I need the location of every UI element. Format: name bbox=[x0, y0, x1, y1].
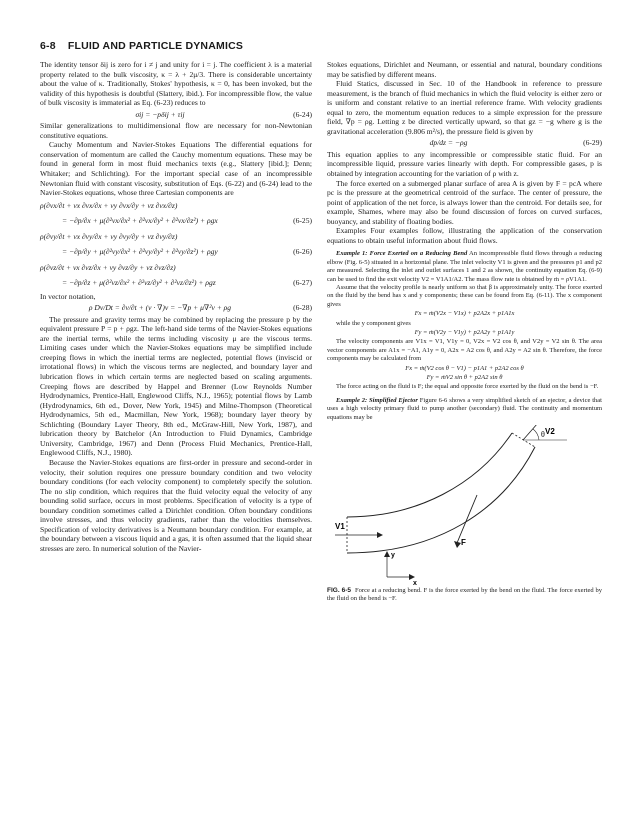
figure-caption: FIG. 6-5 Force at a reducing bend. F is the force exerted by the bend on the fluid. The force exerted by the fluid on the bend is −F. bbox=[327, 587, 602, 603]
equation-6-28: ρ Dv/Dt = ∂v/∂t + (v · ∇)v = −∇p + μ∇²v + ρg (6-28) bbox=[88, 303, 312, 313]
example-2-heading: Example 2: Simplified Ejector bbox=[336, 396, 418, 404]
page-number: 6-8 bbox=[40, 40, 56, 52]
label-v1: V1 bbox=[335, 522, 345, 532]
equation: Fy = ṁV2 sin θ + p2A2 sin θ bbox=[426, 374, 503, 382]
paragraph-navier-stokes: Cauchy Momentum and Navier-Stokes Equations The differential equations for conservation of momentum are called the Cauchy momentum equations. These may be found in general form in most fluid mechanics texts (e.g., Slattery [ibid.]; Denn; Whitaker; and Schlichting). For the important special case of an incompressible Newtonian fluid with constant viscosity, substitution of Eqs. (6-22) and (6-24) lead to the Navier-Stokes equations, whose three Cartesian components are bbox=[40, 140, 312, 198]
equation-6-27: ρ(∂vz/∂t + vx ∂vz/∂x + vy ∂vz/∂y + vz ∂vz/∂z) = −∂p/∂z + μ(∂²vz/∂x² + ∂²vz/∂y² + ∂²vz/∂z²) + ρgz (6-27) bbox=[40, 263, 312, 288]
running-header bbox=[40, 40, 252, 52]
y-axis-arrowhead bbox=[384, 551, 390, 557]
v1-arrowhead bbox=[377, 532, 383, 538]
figure-6-5 bbox=[327, 425, 602, 585]
paragraph: Similar generalizations to multidimensional flow are necessary for non-Newtonian constitutive equations. bbox=[40, 121, 312, 140]
equation-6-25: ρ(∂vx/∂t + vx ∂vx/∂x + vy ∂vx/∂y + vz ∂vx/∂z) = −∂p/∂x + μ(∂²vx/∂x² + ∂²vx/∂y² + ∂²vx/∂z²) + ρgx (6-25) bbox=[40, 201, 312, 226]
running-title: FLUID AND PARTICLE DYNAMICS bbox=[67, 40, 244, 52]
label-y: y bbox=[391, 552, 395, 560]
paragraph: This equation applies to any incompressible or compressible static fluid. For an incompressible liquid, pressure varies linearly with depth. For compressible gases, p is obtained by integration accounting for the variation of ρ with z. bbox=[327, 149, 602, 179]
bend-outer-wall bbox=[347, 433, 512, 517]
example-1-heading: Example 1: Force Exerted on a Reducing Bend bbox=[336, 250, 468, 258]
paragraph: The force exerted on a submerged planar surface of area A is given by F = pcA where pc is the pressure at the geometrical centroid of the surface. The center of pressure, the point of application of the net force, is always lower than the centroid. For details see, for example, Shames, where may also be found discussion of forces on curved surfaces, buoyancy, and stability of floating bodies. bbox=[327, 178, 602, 226]
force-arrowhead bbox=[454, 541, 461, 548]
equation: Fy = ṁ(V2y − V1y) + p2A2y + p1A1y bbox=[414, 329, 515, 337]
example-1: Example 1: Force Exerted on a Reducing Bend An incompressible fluid flows through a reducing elbow (Fig. 6-5) situated in a horizontal plane. The inlet velocity V1 is given and the pressures p1 and p2 are measured. Selecting the inlet and outlet surfaces 1 and 2 as shown, the continuity equation Eq. (6-9) can be used to find the exit velocity V2 = V1A1/A2. The mass flow rate is obtained by ṁ = ρV1A1. Assume that the velocity profile is nearly uniform so that β is approximately unity. The force exerted on the fluid by the bend has x and y components; these can be found from Eq. (6-11). The x component gives Fx = ṁ(V2x − V1x) + p2A2x + p1A1x while the y component gives Fy = ṁ(V2y − V1y) + p2A2y + p1A1y The velocity components are V1x = V1, V1y = 0, V2x = V2 cos θ, and V2y = V2 sin θ. The area vector components are A1x = −A1, A1y = 0, A2x = A2 cos θ, and A2y = A2 sin θ. Therefore, the force components may be calculated from Fx = ṁ(V2 cos θ − V1) − p1A1 + p2A2 cos θ Fy = ṁV2 sin θ + p2A2 sin θ The force acting on the fluid is F; the equal and opposite force exerted by the fluid on the bend is −F. bbox=[327, 250, 602, 391]
force-arrow bbox=[457, 495, 477, 543]
paragraph: The pressure and gravity terms may be combined by replacing the pressure p by the equivalent pressure P = p + ρgz. The left-hand side terms of the Navier-Stokes equations are the inertial terms, while the terms including viscosity μ are the viscous terms. Limiting cases under which the Navier-Stokes equations may be simplified include creeping flows in which the inertial terms are neglected, potential flows (inviscid or irrotational flows) in which the viscous terms are neglected, and boundary layer and lubrication flows in which certain terms are neglected based on scaling arguments. Creeping flows are described by Happel and Brenner (Low Reynolds Number Hydrodynamics, Prentice-Hall, Englewood Cliffs, N.J., 1965); potential flows by Lamb (Hydrodynamics, 6th ed., Dover, New York, 1945) and Milne-Thompson (Theoretical Hydrodynamics, 5th ed., Macmillan, New York, 1968); boundary layer theory by Schlichting (Boundary Layer Theory, 8th ed., McGraw-Hill, New York, 1987), and lubrication theory by Batchelor (An Introduction to Fluid Dynamics, Cambridge University, Cambridge, 1967) and Denn (Process Fluid Mechanics, Prentice-Hall, Englewood Cliffs, N.J., 1980). bbox=[40, 314, 312, 458]
reducing-bend-diagram bbox=[327, 425, 602, 585]
equation-6-29: dp/dz = −ρg (6-29) bbox=[429, 138, 602, 148]
paragraph-fluid-statics: Fluid Statics, discussed in Sec. 10 of the Handbook in reference to pressure measurement, is the branch of fluid mechanics in which the fluid velocity is either zero or is uniform and constant relative to an inertial reference frame. With velocity gradients equal to zero, the momentum equation reduces to a simple expression for the pressure field, ∇p = ρg. Letting z be directed vertically upward, so that gz = −g where g is the gravitational acceleration (9.806 m²/s), the pressure field is given by bbox=[327, 79, 602, 136]
label-theta: θ bbox=[541, 430, 545, 440]
label-v2: V2 bbox=[545, 427, 555, 437]
paragraph: Because the Navier-Stokes equations are first-order in pressure and second-order in velocity, their solution requires one pressure boundary condition and two velocity boundary conditions (for each velocity component) to completely specify the solution. The no slip condition, which requires that the fluid velocity equal the velocity of any bounding solid surface, occurs in most problems. Specification of velocity is a type of boundary condition sometimes called a Dirichlet condition. Often boundary conditions involve stresses, and thus velocity gradients, rather than the velocities themselves. Specification of velocity derivatives is a Neumann boundary condition. For example, at the boundary between a viscous liquid and a gas, it is often assumed that the liquid shear stresses are zero. In numerical solution of the Navier- bbox=[40, 457, 312, 553]
label-x: x bbox=[413, 580, 417, 586]
theta-arc bbox=[533, 429, 539, 440]
bend-inner-wall bbox=[347, 447, 535, 553]
paragraph: The identity tensor δij is zero for i ≠ j and unity for i = j. The coefficient λ is a material property related to the bulk viscosity, κ = λ + 2μ/3. There is considerable uncertainty about the value of κ. Traditionally, Stokes' hypothesis, κ = 0, has been invoked, but the validity of this hypothesis is doubtful (Slattery, ibid.). For incompressible flow, the value of bulk viscosity is immaterial as Eq. (6-23) reduces to bbox=[40, 60, 312, 108]
example-2: Example 2: Simplified Ejector Figure 6-6 shows a very simplified sketch of an ejector, a device that uses a high velocity primary fluid to pump another (secondary) fluid. The continuity and momentum equations may be bbox=[327, 396, 602, 421]
paragraph: In vector notation, bbox=[40, 291, 96, 301]
left-column bbox=[40, 60, 312, 553]
paragraph: Stokes equations, Dirichlet and Neumann, or essential and natural, boundary conditions may be satisfied by different means. bbox=[327, 60, 602, 79]
equation: Fx = ṁ(V2x − V1x) + p2A2x + p1A1x bbox=[414, 310, 515, 318]
label-force: F bbox=[461, 538, 466, 548]
equation-6-24: σij = −pδij + τij (6-24) bbox=[135, 109, 312, 119]
right-column bbox=[327, 60, 602, 604]
equation: Fx = ṁ(V2 cos θ − V1) − p1A1 + p2A2 cos θ bbox=[405, 364, 524, 372]
paragraph-examples: Examples Four examples follow, illustrating the application of the conservation equations to obtain useful information about fluid flows. bbox=[327, 226, 602, 245]
equation-6-26: ρ(∂vy/∂t + vx ∂vy/∂x + vy ∂vy/∂y + vz ∂vy/∂z) = −∂p/∂y + μ(∂²vy/∂x² + ∂²vy/∂y² + ∂²vy/∂z²) + ρgy (6-26) bbox=[40, 232, 312, 257]
